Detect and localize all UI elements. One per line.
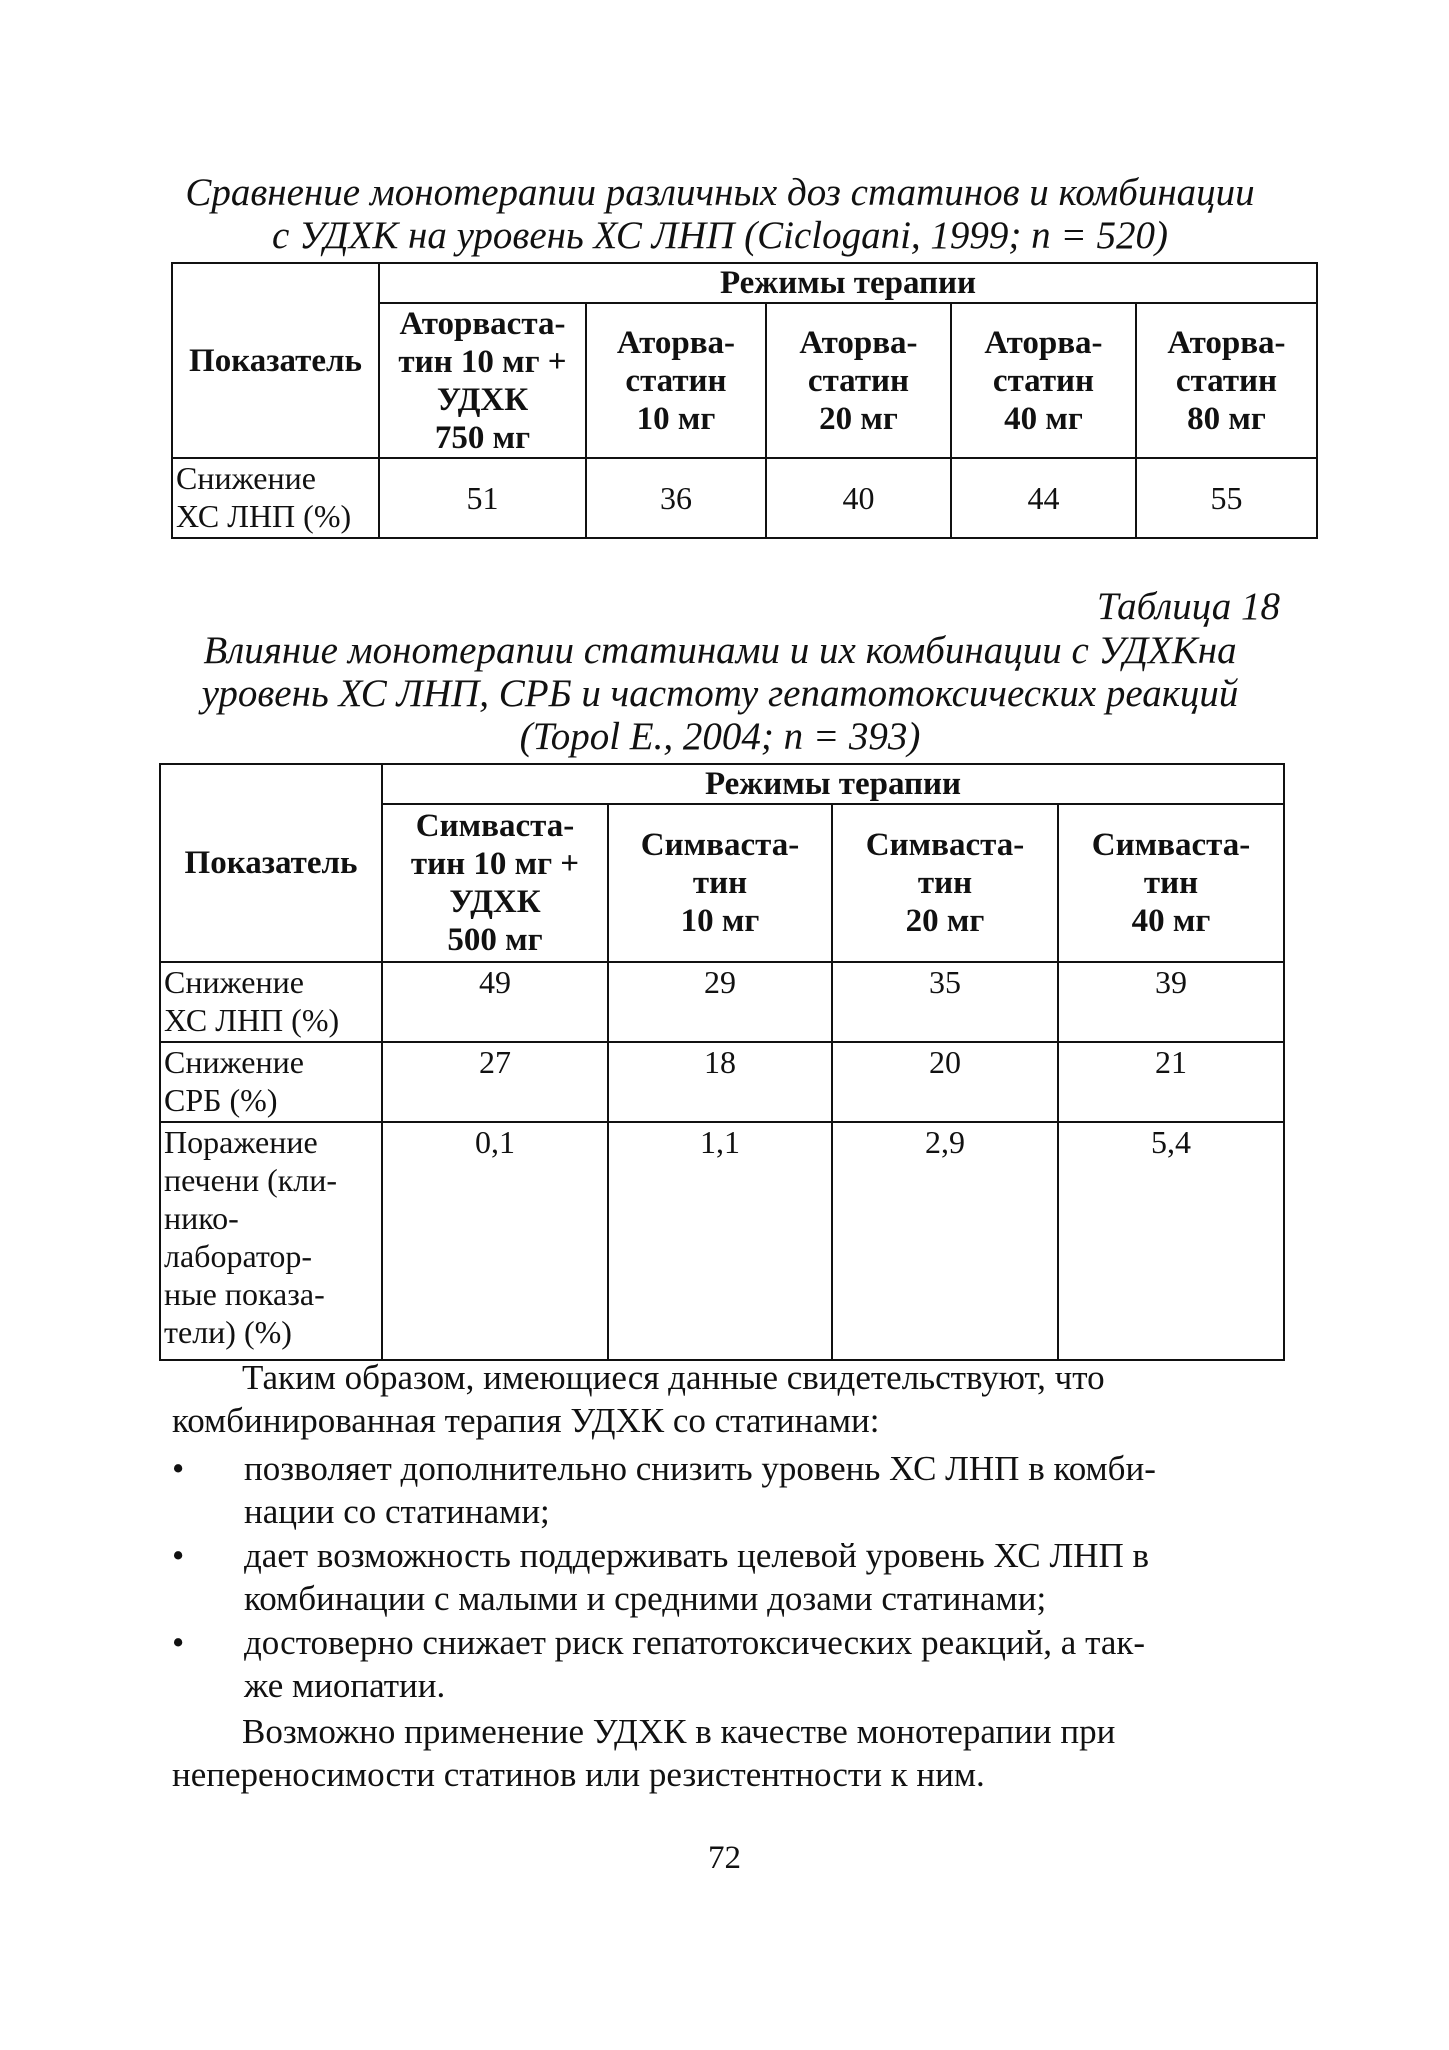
table-cell: 2,9	[832, 1122, 1058, 1360]
header-therapy-regimens: Режимы терапии	[382, 764, 1284, 804]
text-line: дает возможность поддерживать целевой уровень ХС ЛНП в	[244, 1536, 1150, 1575]
page-number: 72	[708, 1840, 741, 1876]
column-header: Аторва- статин 20 мг	[766, 303, 951, 458]
table-cell: 21	[1058, 1042, 1284, 1122]
row-label: Снижение ХС ЛНП (%)	[172, 458, 379, 538]
row-label: Снижение СРБ (%)	[160, 1042, 382, 1122]
table-row	[160, 1122, 1284, 1360]
column-header: Симваста- тин 40 мг	[1058, 804, 1284, 962]
table-row	[160, 962, 1284, 1042]
table1-caption-line: с УДХК на уровень ХС ЛНП (Ciclogani, 1999; n = 520)	[272, 214, 1168, 257]
table-row	[160, 1042, 1284, 1122]
bullet-marker: •	[172, 1449, 185, 1488]
table-cell: 29	[608, 962, 832, 1042]
table-cell: 35	[832, 962, 1058, 1042]
text-line: позволяет дополнительно снизить уровень ХС ЛНП в комби-	[244, 1449, 1156, 1488]
table-cell: 49	[382, 962, 608, 1042]
column-header: Аторва- статин 40 мг	[951, 303, 1136, 458]
table2-caption-line: (Topol E., 2004; n = 393)	[519, 715, 921, 758]
closing-paragraph	[172, 1710, 1292, 1796]
text-line: же миопатии.	[244, 1666, 446, 1705]
header-indicator: Показатель	[172, 263, 379, 458]
table-row	[172, 458, 1317, 538]
table1-caption-line: Сравнение монотерапии различных доз статинов и комбинации	[185, 171, 1255, 214]
table-cell: 40	[766, 458, 951, 538]
table-cell: 1,1	[608, 1122, 832, 1360]
table-cell: 18	[608, 1042, 832, 1122]
table-cell: 0,1	[382, 1122, 608, 1360]
table-cell: 51	[379, 458, 586, 538]
table-cell: 20	[832, 1042, 1058, 1122]
column-header: Аторва- статин 80 мг	[1136, 303, 1317, 458]
column-header: Симваста- тин 20 мг	[832, 804, 1058, 962]
table-cell: 44	[951, 458, 1136, 538]
bullet-marker: •	[172, 1623, 185, 1662]
table1-caption	[170, 172, 1270, 256]
table-cell: 5,4	[1058, 1122, 1284, 1360]
text-line: Возможно применение УДХК в качестве монотерапии при	[242, 1712, 1116, 1751]
row-label: Поражение печени (кли- нико- лаборатор- ные показа- тели) (%)	[160, 1122, 382, 1360]
text-line: достоверно снижает риск гепатотоксических реакций, а так-	[244, 1623, 1146, 1662]
bullet-marker: •	[172, 1536, 185, 1575]
table2-number: Таблица 18	[1096, 585, 1280, 628]
table1	[171, 262, 1318, 539]
column-header: Симваста- тин 10 мг	[608, 804, 832, 962]
text-line: комбинированная терапия УДХК со статинами:	[172, 1401, 880, 1440]
header-indicator: Показатель	[160, 764, 382, 962]
table-cell: 27	[382, 1042, 608, 1122]
table2	[159, 763, 1285, 1361]
table2-caption-line: уровень ХС ЛНП, СРБ и частоту гепатотоксических реакций	[201, 672, 1239, 715]
table-cell: 55	[1136, 458, 1317, 538]
text-line: комбинации с малыми и средними дозами статинами;	[244, 1579, 1047, 1618]
intro-paragraph	[172, 1356, 1292, 1442]
column-header: Аторваста- тин 10 мг + УДХК 750 мг	[379, 303, 586, 458]
text-line: нации со статинами;	[244, 1492, 550, 1531]
row-label: Снижение ХС ЛНП (%)	[160, 962, 382, 1042]
column-header: Аторва- статин 10 мг	[586, 303, 766, 458]
column-header: Симваста- тин 10 мг + УДХК 500 мг	[382, 804, 608, 962]
text-line: непереносимости статинов или резистентности к ним.	[172, 1755, 985, 1794]
table2-caption	[170, 630, 1270, 757]
table-cell: 36	[586, 458, 766, 538]
table2-caption-line: Влияние монотерапии статинами и их комбинации с УДХКна	[203, 629, 1237, 672]
table-cell: 39	[1058, 962, 1284, 1042]
header-therapy-regimens: Режимы терапии	[379, 263, 1317, 303]
text-line: Таким образом, имеющиеся данные свидетельствуют, что	[242, 1358, 1105, 1397]
